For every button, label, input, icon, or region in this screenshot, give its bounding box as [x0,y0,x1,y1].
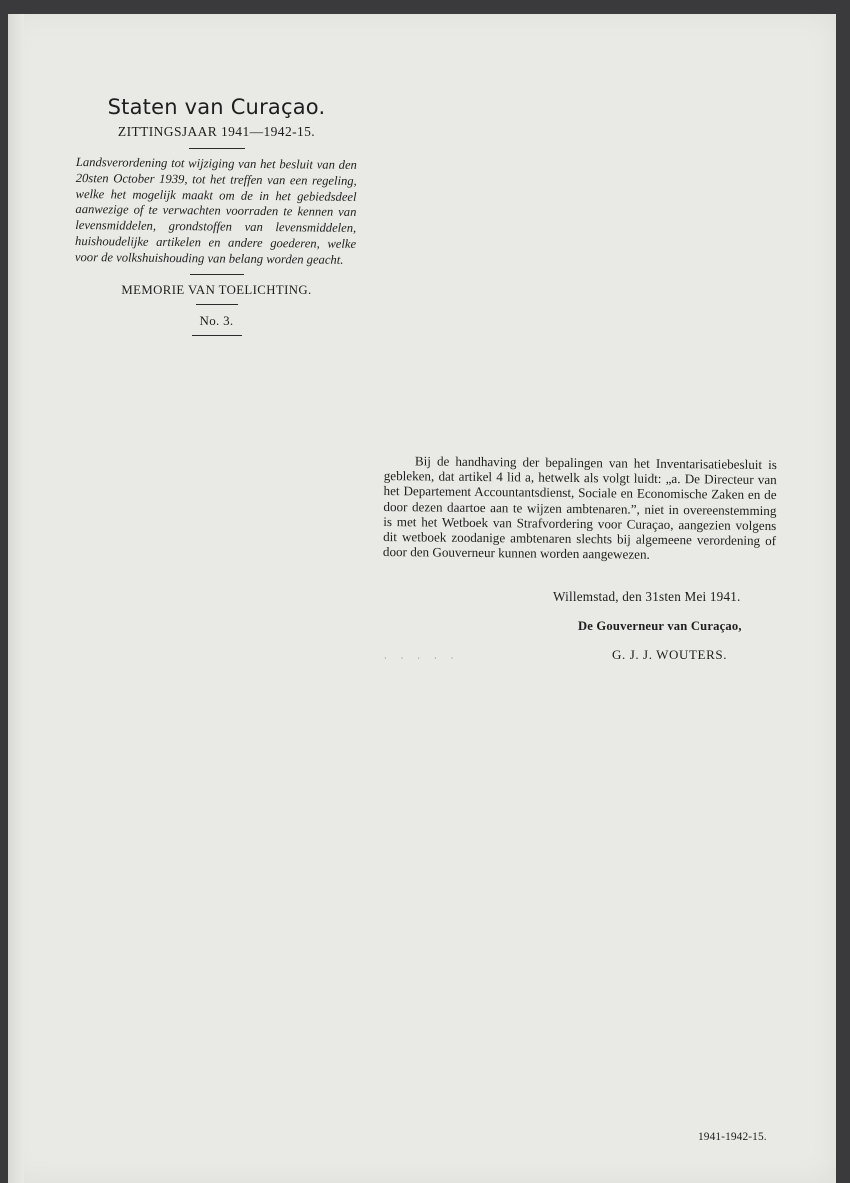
memo-body [383,453,777,564]
governor-signature: G. J. J. WOUTERS. [612,647,728,662]
divider-rule [190,274,244,275]
page-edge-shadow [8,14,24,1183]
governor-title: De Gouverneur van Curaçao, [578,619,742,633]
memo-paragraph: Bij de handhaving der bepalingen van het Inventarisatiebesluit is gebleken, dat artikel 4 lid a, hetwelk als volgt luidt: „a. De Directeur van het Departement Accountantsdienst, Sociale en Economische Zaken en de door dezen daartoe aan te wijzen ambtenaren.”, niet in overeenstemming is met het Wetboek van Strafvordering voor Curaçao, aangezien volgens dit wetboek zoodanige ambtenaren slechts bij algemeene verordening of door den Gouverneur kunnen worden aangewezen. [382,453,777,563]
document-title: Staten van Curaçao. [107,95,326,119]
place-and-date: Willemstad, den 31sten Mei 1941. [553,589,741,604]
document-header [74,94,359,342]
session-year: ZITTINGSJAAR 1941—1942-15. [117,124,316,139]
print-specks: · · · · · [384,654,460,663]
divider-rule [189,148,245,149]
ordinance-description: Landsverordening tot wijziging van het besluit van den 20sten October 1939, tot het treffen van een regeling, welke het mogelijk maakt om de in het gebiedsdeel aanwezige of te verwachten voorraden te kennen van levensmiddelen, grondstoffen van levensmiddelen, huishoudelijke artikelen en andere goederen, welke voor de volkshuishouding van belang worden geacht. [74,155,357,267]
document-number: No. 3. [199,312,234,328]
divider-rule [192,335,242,336]
divider-rule [196,304,238,305]
memo-title: MEMORIE VAN TOELICHTING. [121,282,312,297]
footer-document-code: 1941-1942-15. [698,1131,767,1143]
